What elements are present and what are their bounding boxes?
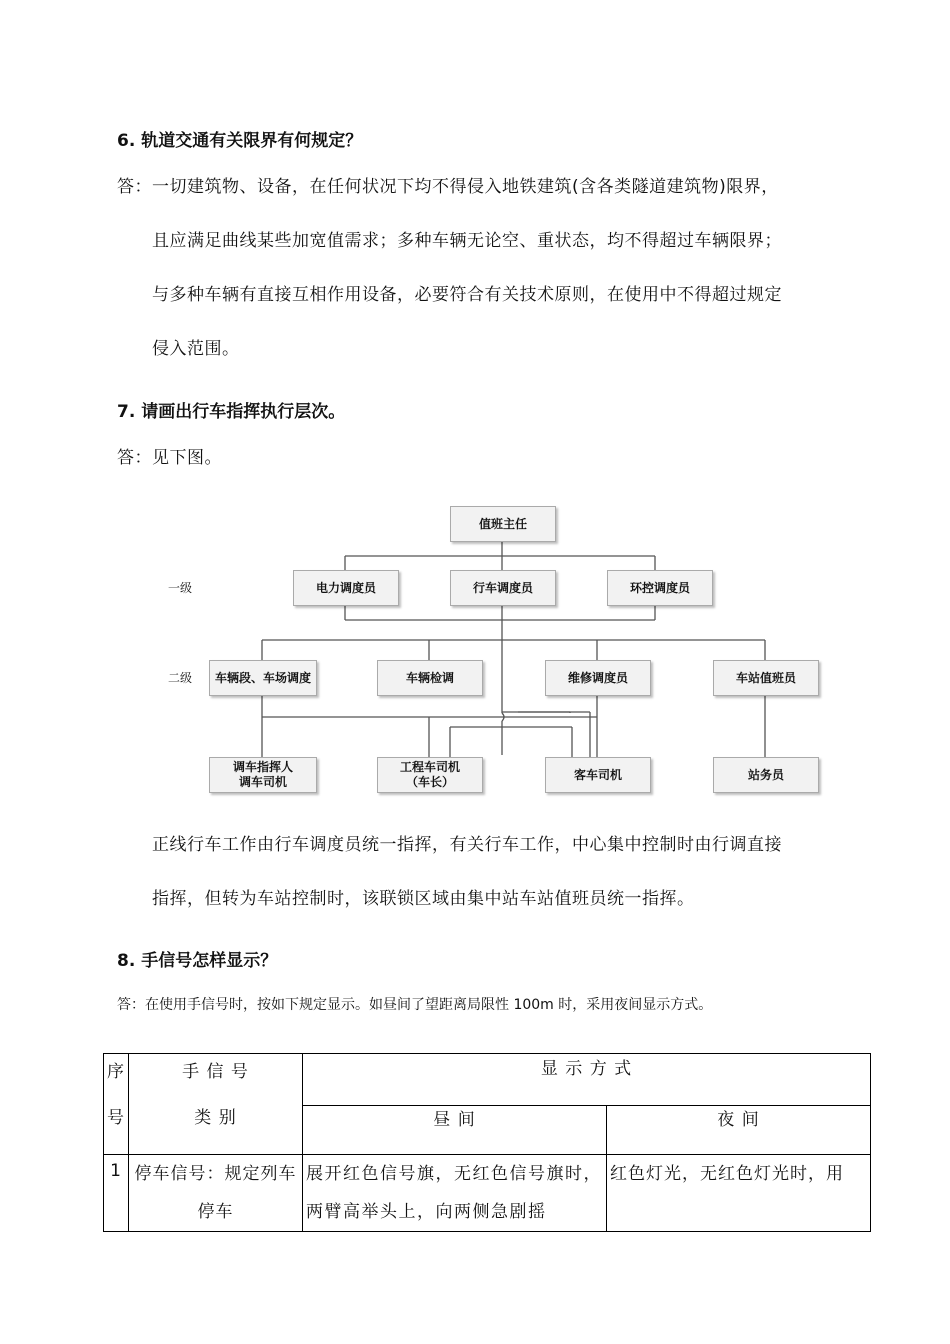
q6-answer-line-1: 答：一切建筑物、设备，在任何状况下均不得侵入地铁建筑(含各类隧道建筑物)限界， <box>117 177 779 197</box>
q8-answer: 答：在使用手信号时，按如下规定显示。如昼间了望距离局限性 100m 时，采用夜间显示方式。 <box>117 997 713 1013</box>
q7-paragraph-line-1: 正线行车工作由行车调度员统一指挥，有关行车工作，中心集中控制时由行调直接 <box>152 835 782 855</box>
q7-answer: 答：见下图。 <box>117 448 222 468</box>
chart-connectors <box>150 500 850 800</box>
header-signal-bottom: 类 别 <box>194 1108 237 1128</box>
box-depot-dispatcher: 车辆段、车场调度 <box>209 660 317 696</box>
box-maintenance-dispatcher: 维修调度员 <box>545 660 651 696</box>
box-power-dispatcher: 电力调度员 <box>293 570 399 606</box>
header-no-bottom: 号 <box>107 1108 125 1128</box>
row-no: 1 <box>104 1155 129 1232</box>
table-row <box>104 1155 871 1232</box>
row-signal: 停车信号：规定列车停车 <box>129 1155 303 1232</box>
row-night: 红色灯光，无红色灯光时，用 <box>607 1155 871 1232</box>
header-no-top: 序 <box>107 1062 125 1082</box>
table-header-row-1 <box>104 1054 871 1106</box>
level-2-label: 二级 <box>168 671 193 685</box>
box-duty-director: 值班主任 <box>450 506 556 542</box>
header-night: 夜 间 <box>607 1105 871 1155</box>
q7-paragraph-line-2: 指挥，但转为车站控制时，该联锁区域由集中站车站值班员统一指挥。 <box>152 889 695 909</box>
header-display: 显 示 方 式 <box>303 1054 871 1106</box>
hand-signal-table <box>103 1053 871 1232</box>
header-signal-top: 手 信 号 <box>182 1062 249 1082</box>
header-signal <box>129 1054 303 1155</box>
header-no <box>104 1054 129 1155</box>
box-engineering-driver: 工程车司机 （车长） <box>377 757 483 793</box>
box-station-staff: 站务员 <box>713 757 819 793</box>
box-env-dispatcher: 环控调度员 <box>607 570 713 606</box>
command-hierarchy-chart <box>150 500 850 800</box>
box-station-duty: 车站值班员 <box>713 660 819 696</box>
box-vehicle-inspection: 车辆检调 <box>377 660 483 696</box>
row-day: 展开红色信号旗，无红色信号旗时，两臂高举头上，向两侧急剧摇 <box>303 1155 607 1232</box>
level-1-label: 一级 <box>168 581 193 595</box>
q6-title: 6. 轨道交通有关限界有何规定？ <box>117 131 363 151</box>
q6-answer-line-3: 与多种车辆有直接互相作用设备，必要符合有关技术原则，在使用中不得超过规定 <box>152 285 782 305</box>
box-shunting-commander: 调车指挥人 调车司机 <box>209 757 317 793</box>
q8-title: 8. 手信号怎样显示？ <box>117 951 278 971</box>
q6-answer-line-2: 且应满足曲线某些加宽值需求；多种车辆无论空、重状态，均不得超过车辆限界； <box>152 231 782 251</box>
header-day: 昼 间 <box>303 1105 607 1155</box>
q7-title: 7. 请画出行车指挥执行层次。 <box>117 402 346 422</box>
box-train-dispatcher: 行车调度员 <box>450 570 556 606</box>
q6-answer-line-4: 侵入范围。 <box>152 339 240 359</box>
box-passenger-driver: 客车司机 <box>545 757 651 793</box>
